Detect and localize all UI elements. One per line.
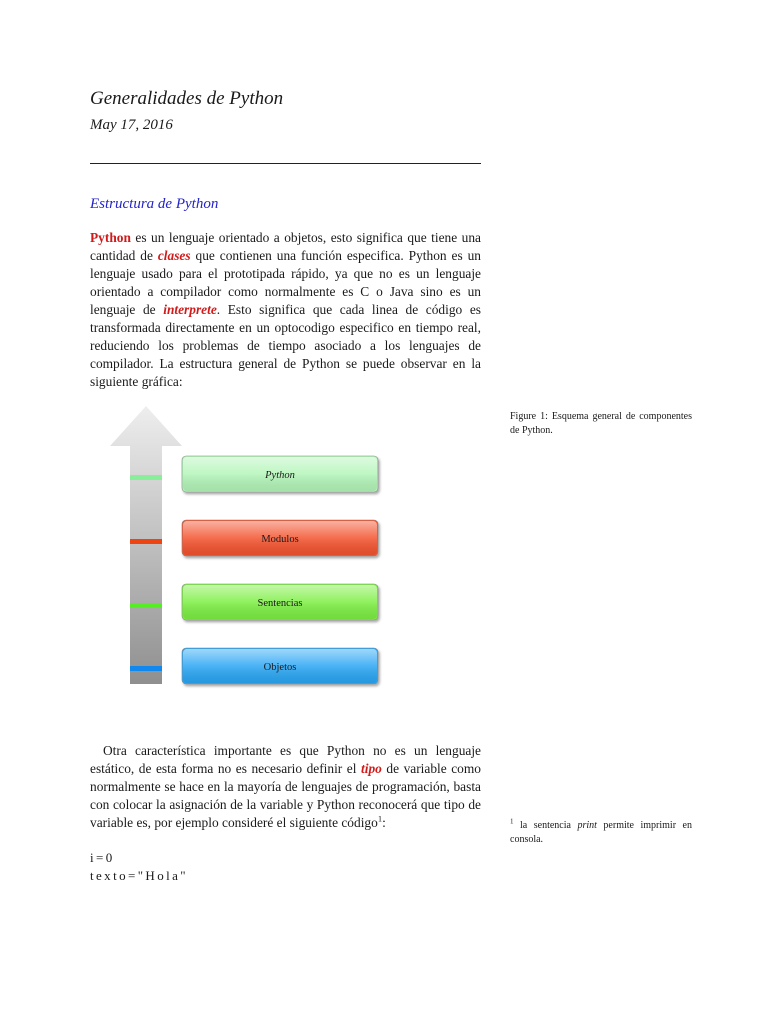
code-line: i=0 <box>90 850 115 865</box>
layer-label-sentencias: Sentencias <box>257 598 303 609</box>
arrow-marker-modulos <box>130 539 162 544</box>
keyword-clases: clases <box>157 248 191 263</box>
paragraph-text: Otra característica importante es que Python no es un lenguaje estático, de esta forma no es necesario definir el <box>90 743 481 776</box>
keyword-interprete: interprete <box>163 302 217 317</box>
arrow-marker-objetos <box>130 666 162 671</box>
arrow-marker-python <box>130 475 162 480</box>
paragraph-text: que contienen una función especifica. Python es un lenguaje usado para el prototipada rápido, ya que no es un lenguaje orientado a compilador como normalmente es C o Java sino es un lenguaje de <box>90 248 481 317</box>
footnote <box>510 819 692 846</box>
layer-label-modulos: Modulos <box>261 534 299 545</box>
document-date: May 17, 2016 <box>90 117 173 133</box>
document-title: Generalidades de Python <box>90 88 284 109</box>
keyword-tipo: tipo <box>361 761 382 776</box>
title-rule <box>90 163 481 164</box>
footnote-text: la sentencia <box>513 820 578 831</box>
paragraph-text: es un lenguaje orientado a objetos, esto significa que tiene una cantidad de <box>90 230 481 263</box>
footnote-mark: 1 <box>510 817 514 826</box>
python-architecture-diagram <box>100 404 400 694</box>
code-block <box>90 849 188 885</box>
up-arrow-shape <box>110 406 182 684</box>
layer-label-python: Python <box>265 470 295 481</box>
paragraph-structure <box>90 229 481 391</box>
layer-label-objetos: Objetos <box>263 662 297 673</box>
keyword-python: Python <box>90 230 131 245</box>
figure-caption: Figure 1: Esquema general de componentes de Python. <box>510 411 692 436</box>
code-line: texto="Hola" <box>90 868 189 883</box>
footnote-reference[interactable]: 1 <box>377 813 383 824</box>
footnote-text: permite imprimir en consola. <box>510 820 692 845</box>
paragraph-text: de variable como normalmente se hace en la mayoría de lenguajes de programación, basta con colocar la asignación de la variable y Python reconocerá que tipo de variable es, por ejemplo consideré el siguiente código <box>90 761 481 830</box>
paragraph-typing <box>90 742 481 832</box>
footnote-print-keyword: print <box>577 820 597 831</box>
section-heading: Estructura de Python <box>90 196 219 212</box>
arrow-marker-sentencias <box>130 603 162 608</box>
paragraph-text: . Esto significa que cada linea de código es transformada directamente en un optocodigo especifico en tiempo real, reduciendo los problemas de tiempo asociado a los lenguajes de compilador. La estructura general de Python se puede observar en la siguiente gráfica: <box>90 302 481 389</box>
paragraph-text: : <box>382 815 386 830</box>
